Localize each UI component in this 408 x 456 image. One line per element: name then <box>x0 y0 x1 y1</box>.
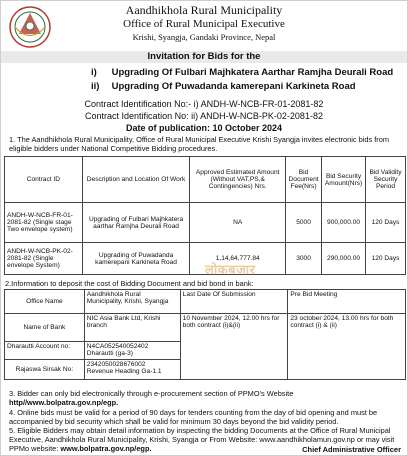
paragraph-2: 2.Information to deposit the cost of Bidding Document and bid bond in bank: <box>5 279 254 288</box>
table-cell: 5000 <box>286 203 322 243</box>
prebid-label: Pre Bid Meeting <box>288 290 406 314</box>
table-cell: 120 Days <box>366 203 406 243</box>
office-name: Office of Rural Municipal Executive <box>123 18 285 30</box>
column-header: Bid Security Amount(Nrs) <box>322 157 366 203</box>
road-name: Upgrading Of Fulbari Majhkatera Aarthar Ramjha Deurali Road <box>111 67 394 78</box>
table-row <box>5 203 406 243</box>
column-header: Contract ID <box>5 157 83 203</box>
table-cell: 1,14,64,777.84 <box>190 243 286 275</box>
table-row <box>5 290 406 314</box>
bolpatra-link[interactable]: www.bolpatra.gov.np/egp. <box>60 444 152 453</box>
bank-label: Name of Bank <box>5 314 85 342</box>
column-header: Approved Estimated Amount (Without VAT,PS,& Contingencies) Nrs. <box>190 157 286 203</box>
paragraph-3 <box>9 389 401 407</box>
bank-info-table <box>4 289 406 380</box>
invitation-banner: Invitation for Bids for the <box>1 51 407 63</box>
account-value <box>84 342 180 360</box>
bid-contracts-table <box>4 156 406 275</box>
ppmo-link[interactable] <box>9 398 401 407</box>
table-cell: Upgrading of Fulbari Majhkatera aarthar Ramjha Deurali Road <box>82 203 190 243</box>
bank-value: NIC Asia Bank Ltd, Krishi branch <box>84 314 180 342</box>
office-address: Krishi, Syangja, Gandaki Province, Nepal <box>132 32 276 42</box>
table-cell: 290,000.00 <box>322 243 366 275</box>
table-row <box>5 314 406 342</box>
publication-date: Date of publication: 10 October 2024 <box>125 123 283 133</box>
table-cell: NA <box>190 203 286 243</box>
ppmo-link-text: http//www.bolpatra.gov.np/egp. <box>9 398 119 407</box>
municipality-name: Aandhikhola Rural Municipality <box>125 3 283 17</box>
road-number: i) <box>91 67 97 78</box>
column-header: Bid Validity Security Period <box>366 157 406 203</box>
account-name: Dharautti (ga-3) <box>86 350 133 357</box>
sirsak-value <box>84 360 180 380</box>
account-number: N4CA052540052402 <box>86 343 149 350</box>
road-name: Upgrading Of Puwadanda kamerepani Karkineta Road <box>111 81 356 92</box>
road-item-1 <box>91 67 393 78</box>
sirsak-number: 2342050028676002 <box>86 361 146 368</box>
paragraph-3-text: 3. Bidder can only bid electronically through e-procurement section of PPMO's Website <box>9 389 294 398</box>
table-cell: 3000 <box>286 243 322 275</box>
prebid-value: 23 october 2024, 13.00 hrs for both contract (i) & (ii) <box>288 314 406 380</box>
paragraph-5-text: 5. Eligible Bidders may obtain detail information by inspecting the bidding Documents at the Office of Rural Municipal Executive, Aandhikhola Rural Municipality, Krishi, Syangja or From Website: www.aandhikholamun.gov.np or may visit PPMo website: <box>9 426 395 453</box>
paragraph-1: 1. The Aandhikhola Rural Municipality, Office of Rural Municipal Executive Krishi Syangja invites electronic bids from eligible bidders under National Competitive Bidding procedures. <box>9 135 389 153</box>
sirsak-label: Rajaswa Sirsak No: <box>5 360 85 380</box>
revenue-heading: Revenue Heading Ga-1.1 <box>86 368 162 375</box>
table-header-row <box>5 157 406 203</box>
table-cell: 900,000.00 <box>322 203 366 243</box>
contract-id-1: Contract Identification No:- i) ANDH-W-NCB-FR-01-2081-82 <box>84 99 324 109</box>
table-cell: ANDH-W-NCB-FR-01-2081-82 (Single stage Two envelope system) <box>5 203 83 243</box>
road-item-2 <box>91 81 356 92</box>
road-number: ii) <box>91 81 100 92</box>
table-cell: Upgrading of Puwadanda kamerepani Karkineta Road <box>82 243 190 275</box>
watermark-logo: लोकबजार <box>205 262 256 277</box>
account-label: Dharautti Account no: <box>5 342 85 360</box>
column-header: Bid Document Fee(Nrs) <box>286 157 322 203</box>
contract-id-2: Contract Identification No: ii) ANDH-W-NCB-PK-02-2081-82 <box>85 111 323 121</box>
column-header: Description and Location Of Work <box>82 157 190 203</box>
table-cell: 120 Days <box>366 243 406 275</box>
last-date-value: 10 November 2024, 12.00 hrs for both contract (i)&(ii) <box>180 314 288 380</box>
paragraph-4: 4. Online bids must be valid for a period of 90 days for tenders counting from the day of bid opening and must be accompanied by bid security which shall be valid for minimum 30 days beyond the bid validity period. <box>9 408 378 426</box>
office-label: Office Name <box>5 290 85 314</box>
last-date-label: Last Date Of Submission <box>180 290 288 314</box>
office-value: Aandhikhola Rural Municipality, Krishi, Syangja <box>84 290 180 314</box>
table-cell: ANDH-W-NCB-PK-02-2081-82 (Single envelope System) <box>5 243 83 275</box>
signature-title: Chief Administrative Officer <box>302 445 401 454</box>
